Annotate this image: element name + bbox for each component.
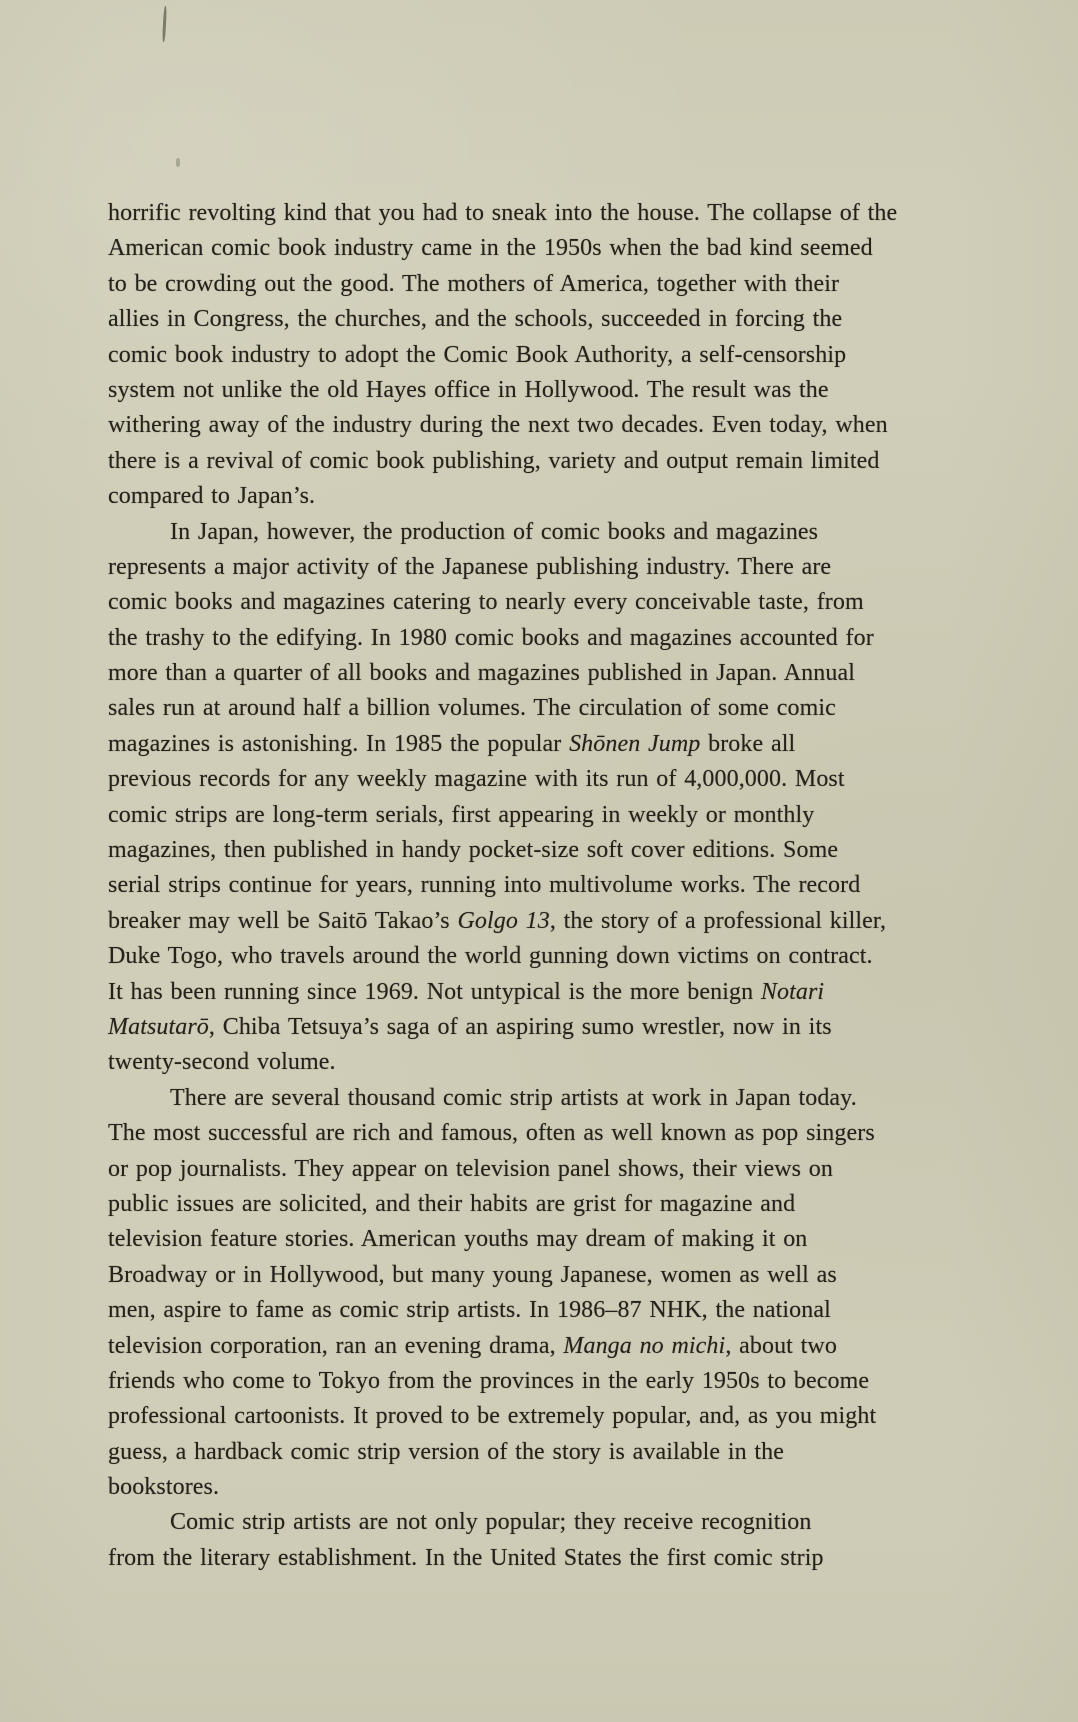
italic-title-text: Shōnen Jump xyxy=(569,730,701,757)
text-line xyxy=(108,585,993,620)
body-text: guess, a hardback comic strip version of the story is available in the xyxy=(108,1438,785,1465)
body-text: Broadway or in Hollywood, but many young Japanese, women as well as xyxy=(108,1261,837,1288)
text-line xyxy=(108,833,993,868)
text-line xyxy=(108,1505,993,1540)
italic-title-text: Matsutarō xyxy=(108,1013,209,1040)
text-line xyxy=(108,267,993,302)
body-text: comic strips are long-term serials, first appearing in weekly or monthly xyxy=(108,801,815,828)
body-text: allies in Congress, the churches, and the schools, succeeded in forcing the xyxy=(108,306,843,333)
body-text: there is a revival of comic book publishing, variety and output remain limited xyxy=(108,447,880,474)
body-text: comic books and magazines catering to nearly every conceivable taste, from xyxy=(108,589,864,616)
text-line xyxy=(108,338,993,373)
text-line xyxy=(108,1081,993,1116)
body-text: magazines is astonishing. In 1985 the popular xyxy=(108,730,570,757)
body-text: twenty-second volume. xyxy=(108,1049,336,1076)
body-text: There are several thousand comic strip artists at work in Japan today. xyxy=(170,1084,857,1111)
text-line xyxy=(108,1364,993,1399)
body-text: , about two xyxy=(725,1332,837,1359)
italic-title-text: Golgo 13 xyxy=(457,907,550,934)
body-text: magazines, then published in handy pocket-size soft cover editions. Some xyxy=(108,837,839,864)
scan-speck xyxy=(162,6,167,42)
body-text: or pop journalists. They appear on television panel shows, their views on xyxy=(108,1155,833,1182)
body-text: professional cartoonists. It proved to be extremely popular, and, as you might xyxy=(108,1403,877,1430)
body-text: more than a quarter of all books and magazines published in Japan. Annual xyxy=(108,660,855,687)
body-text: system not unlike the old Hayes office in Hollywood. The result was the xyxy=(108,376,829,403)
text-block xyxy=(108,196,993,1576)
text-line xyxy=(108,1152,993,1187)
body-text: Comic strip artists are not only popular; they receive recognition xyxy=(170,1509,812,1536)
text-line xyxy=(108,656,993,691)
body-text: , Chiba Tetsuya’s saga of an aspiring sumo wrestler, now in its xyxy=(208,1013,832,1040)
body-text: television feature stories. American youths may dream of making it on xyxy=(108,1226,808,1253)
text-line xyxy=(108,1329,993,1364)
body-text: bookstores. xyxy=(108,1474,220,1501)
text-line xyxy=(108,868,993,903)
body-text: American comic book industry came in the 1950s when the bad kind seemed xyxy=(108,235,873,262)
text-line xyxy=(108,939,993,974)
italic-title-text: Notari xyxy=(760,978,825,1005)
text-line xyxy=(108,302,993,337)
body-text: compared to Japan’s. xyxy=(108,483,316,510)
body-text: from the literary establishment. In the United States the first comic strip xyxy=(108,1544,824,1571)
body-text: serial strips continue for years, running into multivolume works. The record xyxy=(108,872,861,899)
text-line xyxy=(108,1187,993,1222)
body-text: The most successful are rich and famous, often as well known as pop singers xyxy=(108,1120,875,1147)
body-text: television corporation, ran an evening drama, xyxy=(108,1332,564,1359)
text-line xyxy=(108,1293,993,1328)
body-text: withering away of the industry during the next two decades. Even today, when xyxy=(108,412,888,439)
text-line xyxy=(108,798,993,833)
body-text: breaker may well be Saitō Takao’s xyxy=(108,907,458,934)
text-line xyxy=(108,691,993,726)
body-text: represents a major activity of the Japanese publishing industry. There are xyxy=(108,553,832,580)
text-line xyxy=(108,1435,993,1470)
body-text: Duke Togo, who travels around the world gunning down victims on contract. xyxy=(108,943,873,970)
text-line xyxy=(108,515,993,550)
body-text: In Japan, however, the production of comic books and magazines xyxy=(170,518,819,545)
text-line xyxy=(108,1116,993,1151)
scan-speck xyxy=(176,158,180,167)
text-line xyxy=(108,550,993,585)
text-line xyxy=(108,621,993,656)
text-line xyxy=(108,444,993,479)
body-text: to be crowding out the good. The mothers of America, together with their xyxy=(108,270,840,297)
text-line xyxy=(108,1045,993,1080)
body-text: comic book industry to adopt the Comic Book Authority, a self-censorship xyxy=(108,341,847,368)
body-text: previous records for any weekly magazine with its run of 4,000,000. Most xyxy=(108,766,845,793)
text-line xyxy=(108,975,993,1010)
body-text: public issues are solicited, and their habits are grist for magazine and xyxy=(108,1190,796,1217)
body-text: sales run at around half a billion volumes. The circulation of some comic xyxy=(108,695,836,722)
text-line xyxy=(108,373,993,408)
text-line xyxy=(108,1541,993,1576)
text-line xyxy=(108,1222,993,1257)
body-text: , the story of a professional killer, xyxy=(549,907,887,934)
body-text: broke all xyxy=(700,730,796,757)
text-line xyxy=(108,904,993,939)
text-line xyxy=(108,1470,993,1505)
text-line xyxy=(108,1399,993,1434)
text-line xyxy=(108,196,993,231)
text-line xyxy=(108,1258,993,1293)
body-text: the trashy to the edifying. In 1980 comic books and magazines accounted for xyxy=(108,624,874,651)
text-line xyxy=(108,231,993,266)
body-text: men, aspire to fame as comic strip artists. In 1986–87 NHK, the national xyxy=(108,1297,831,1324)
italic-title-text: Manga no michi xyxy=(563,1332,726,1359)
body-text: horrific revolting kind that you had to sneak into the house. The collapse of the xyxy=(108,200,898,226)
text-line xyxy=(108,762,993,797)
body-text: It has been running since 1969. Not untypical is the more benign xyxy=(108,978,761,1005)
text-line xyxy=(108,727,993,762)
text-line xyxy=(108,408,993,443)
text-line xyxy=(108,1010,993,1045)
text-line xyxy=(108,479,993,514)
body-text: friends who come to Tokyo from the provinces in the early 1950s to become xyxy=(108,1367,870,1394)
